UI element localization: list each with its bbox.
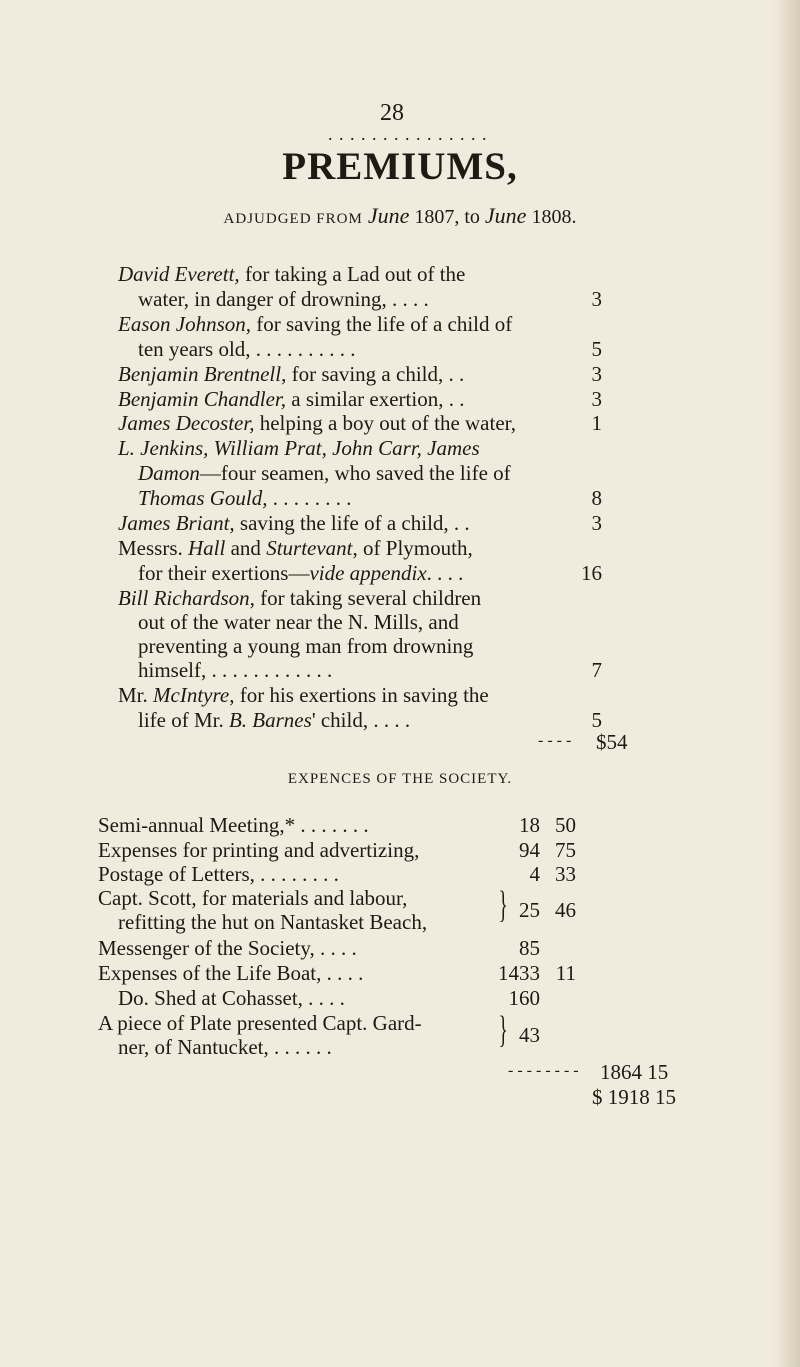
premium-line: Benjamin Brentnell, for saving a child, . . (118, 362, 465, 386)
premium-total-dash: - - - - (538, 732, 572, 749)
premium-line: preventing a young man from drowning (138, 634, 474, 658)
brace-glyph: } (498, 884, 508, 926)
premium-line: Mr. McIntyre, for his exertions in saving the (118, 683, 489, 707)
brace-glyph: } (498, 1009, 508, 1051)
premium-line: for their exertions—vide appendix. . . . (138, 561, 464, 585)
expence-dollars: 25 (519, 898, 540, 922)
premium-amount: 3 (591, 511, 602, 535)
expence-dollars: 85 (519, 936, 540, 960)
premium-amount: 7 (591, 658, 602, 682)
expence-label: Expenses for printing and advertizing, (98, 838, 420, 862)
premium-amount: 5 (591, 708, 602, 732)
premium-line: James Decoster, helping a boy out of the water, (118, 411, 517, 435)
expence-dollars: 43 (519, 1023, 540, 1047)
expences-heading: EXPENCES OF THE SOCIETY. (287, 771, 513, 787)
expence-label: A piece of Plate presented Capt. Gard- (98, 1011, 422, 1035)
premium-line: Eason Johnson, for saving the life of a child of (118, 312, 513, 336)
subtitle-year1: 1807, to (414, 206, 480, 228)
grand-total: $ 1918 15 (592, 1085, 676, 1109)
page-subtitle (0, 203, 800, 229)
subtitle-month2: June (484, 203, 527, 228)
page-number: 28 (380, 100, 404, 126)
premium-line: himself, . . . . . . . . . . . . (138, 658, 333, 682)
premium-line: life of Mr. B. Barnes' child, . . . . (138, 708, 411, 732)
expence-cents: 11 (555, 961, 576, 985)
premium-amount: 5 (591, 337, 602, 361)
page-title: PREMIUMS, (282, 145, 518, 188)
premium-total: $54 (596, 730, 628, 754)
expence-label: Capt. Scott, for materials and labour, (98, 886, 408, 910)
expence-cents: 50 (555, 813, 576, 837)
premium-amount: 3 (591, 287, 602, 311)
expence-label: Postage of Letters, . . . . . . . . (98, 862, 339, 886)
premium-amount: 3 (591, 387, 602, 411)
expence-dollars: 160 (508, 986, 540, 1010)
expence-label-cont: ner, of Nantucket, . . . . . . (118, 1035, 332, 1059)
expence-label: Expenses of the Life Boat, . . . . (98, 961, 364, 985)
expence-cents: 46 (555, 898, 576, 922)
premium-line: L. Jenkins, William Prat, John Carr, James (118, 436, 480, 460)
premium-line: Damon—four seamen, who saved the life of (138, 461, 511, 485)
premium-amount: 16 (581, 561, 602, 585)
premium-amount: 8 (591, 486, 602, 510)
expence-label: Messenger of the Society, . . . . (98, 936, 357, 960)
premium-line: Messrs. Hall and Sturtevant, of Plymouth, (118, 536, 473, 560)
subtitle-prefix: ADJUDGED FROM (223, 211, 363, 227)
premium-line: Benjamin Chandler, a similar exertion, . . (118, 387, 465, 411)
expence-dollars: 94 (519, 838, 540, 862)
expence-label: Do. Shed at Cohasset, . . . . (118, 986, 345, 1010)
premium-line: James Briant, saving the life of a child, . . (118, 511, 470, 535)
premium-line: water, in danger of drowning, . . . . (138, 287, 429, 311)
premium-amount: 1 (591, 411, 602, 435)
expence-label: Semi-annual Meeting,* . . . . . . . (98, 813, 369, 837)
expence-dollars: 18 (519, 813, 540, 837)
subtitle-month1: June (367, 203, 410, 228)
expence-dollars: 4 (529, 862, 540, 886)
premium-amount: 3 (591, 362, 602, 386)
premium-line: Thomas Gould, . . . . . . . . (138, 486, 352, 510)
premium-line: ten years old, . . . . . . . . . . (138, 337, 356, 361)
expence-label-cont: refitting the hut on Nantasket Beach, (118, 910, 428, 934)
subtotal-dots: - - - - - - - - (508, 1062, 579, 1079)
expences-subtotal: 1864 15 (600, 1060, 669, 1084)
premium-line: out of the water near the N. Mills, and (138, 610, 459, 634)
premium-line: Bill Richardson, for taking several children (118, 586, 482, 610)
premium-line: David Everett, for taking a Lad out of the (118, 262, 466, 286)
expence-dollars: 1433 (498, 961, 540, 985)
expence-cents: 33 (555, 862, 576, 886)
dotted-rule: . . . . . . . . . . . . . . . (328, 124, 488, 144)
subtitle-year2: 1808. (531, 206, 577, 228)
expence-cents: 75 (555, 838, 576, 862)
